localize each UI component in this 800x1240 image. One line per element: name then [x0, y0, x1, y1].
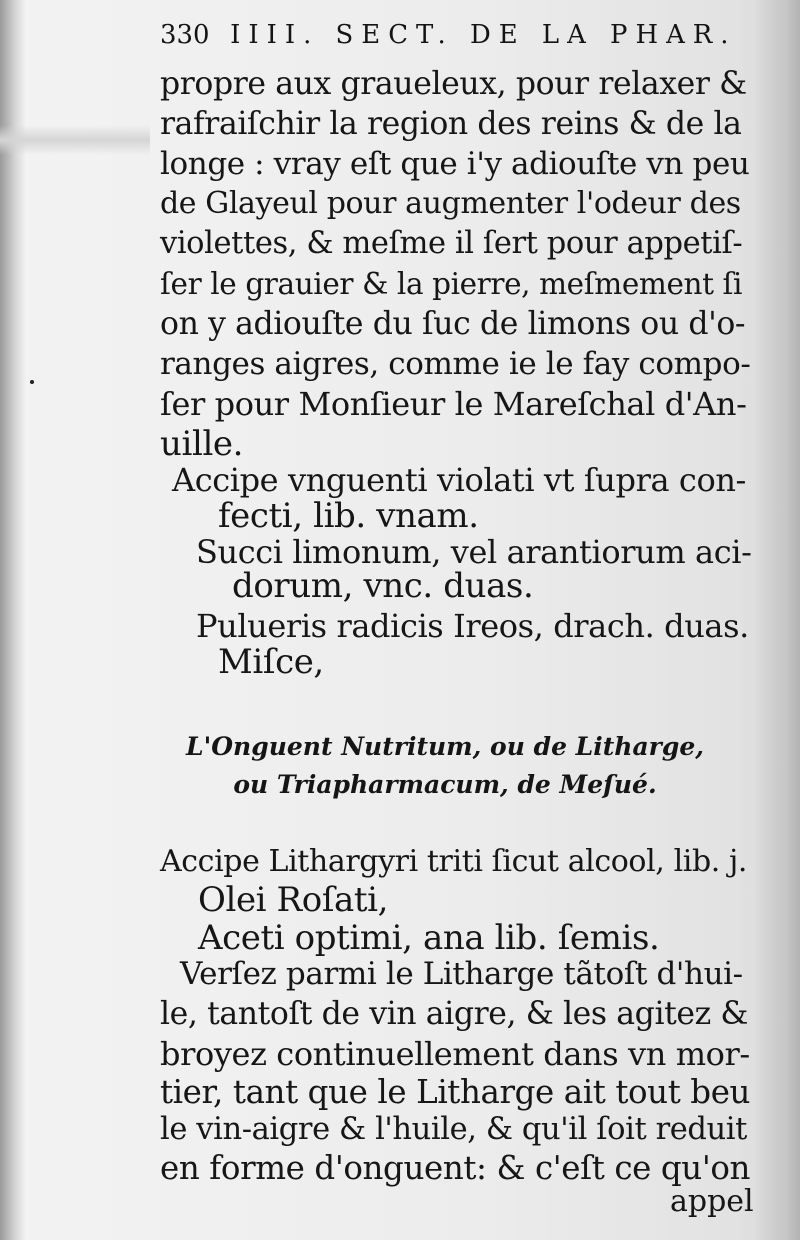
- recipe-line: Pulueris radicis Ireos, drach. duas.: [196, 607, 749, 645]
- running-head: [160, 14, 740, 54]
- text-line: broyez continuellement dans vn mor-: [160, 1035, 750, 1073]
- ink-speck: [30, 380, 34, 384]
- text-line: ranges aigres, comme ie le fay compo-: [160, 346, 751, 382]
- text-line: ſer le grauier & la pierre, meſmement ſi: [160, 267, 743, 301]
- text-line: Verſez parmi le Litharge tãtoſt d'hui-: [180, 956, 743, 992]
- text-line: longe : vray eſt que i'y adiouſte vn peu: [160, 146, 750, 182]
- recipe-line: Accipe vnguenti violati vt ſupra con-: [172, 461, 746, 499]
- text-line: en forme d'onguent: & c'eſt ce qu'on: [160, 1149, 751, 1187]
- page-edge-shadow: [754, 0, 800, 1240]
- recipe-line: Miſce,: [218, 642, 324, 682]
- text-line: tier, tant que le Litharge ait tout beu: [160, 1073, 751, 1111]
- text-line: propre aux graueleux, pour relaxer &: [160, 66, 747, 102]
- text-line: de Glayeul pour augmenter l'odeur des: [160, 186, 741, 221]
- recipe-line: Aceti optimi, ana lib. ſemis.: [198, 918, 660, 958]
- text-line: le, tantoſt de vin aigre, & les agitez &: [160, 996, 749, 1032]
- text-line: on y adiouſte du ſuc de limons ou d'o-: [160, 306, 746, 342]
- page-number: 330: [160, 20, 210, 50]
- section-title-line: ou Triapharmacum, de Meſué.: [233, 770, 657, 799]
- section-title-line: L'Onguent Nutritum, ou de Litharge,: [186, 732, 704, 761]
- paper-stain: [0, 125, 150, 155]
- text-line: uille.: [160, 424, 244, 464]
- gutter-shadow: [0, 0, 26, 1240]
- text-line: violettes, & meſme il ſert pour appetiſ-: [160, 226, 743, 261]
- section-heading: IIII. SECT. DE LA PHAR.: [230, 20, 737, 50]
- catchword: appel: [670, 1184, 754, 1219]
- recipe-line: Olei Roſati,: [198, 880, 389, 920]
- text-line: le vin-aigre & l'huile, & qu'il ſoit reduit: [160, 1112, 748, 1147]
- recipe-line: fecti, lib. vnam.: [218, 496, 479, 536]
- recipe-line: Succi limonum, vel arantiorum aci-: [196, 533, 752, 571]
- recipe-line: Accipe Lithargyri triti ſicut alcool, lib. j.: [160, 844, 748, 879]
- text-line: ſer pour Monſieur le Mareſchal d'An-: [160, 385, 747, 423]
- text-line: rafraiſchir la region des reins & de la: [160, 106, 742, 142]
- recipe-line: dorum, vnc. duas.: [232, 566, 534, 606]
